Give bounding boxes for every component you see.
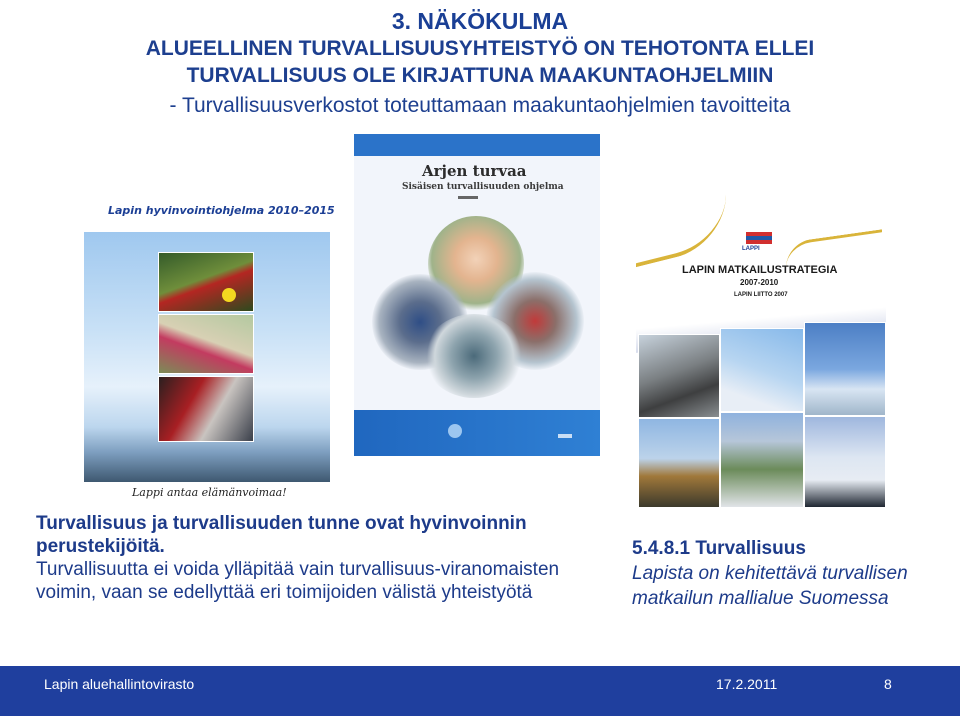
cover-mid-photo-rescue	[424, 314, 524, 398]
cover-left-photo-care	[158, 376, 254, 442]
photo-tile-town	[720, 412, 804, 508]
photo-tile-snowboarder	[720, 328, 804, 412]
cover-mid-bottom-band	[354, 410, 600, 456]
photo-tile-horse	[804, 322, 886, 416]
cover-mid-title: Arjen turvaa	[422, 162, 527, 180]
flower-icon	[222, 288, 236, 302]
cover-mid-small-text	[458, 196, 478, 199]
cover-mid-top-band	[354, 134, 600, 156]
body-left-normal: Turvallisuutta ei voida ylläpitää vain turvallisuus-viranomaisten voimin, vaan se edellyttää eri toimijoiden välistä yhteistyötä	[36, 559, 560, 603]
cover-right-title: LAPIN MATKAILUSTRATEGIA	[682, 264, 838, 276]
cover-left-slogan: Lappi antaa elämänvoimaa!	[132, 486, 287, 499]
body-text-right	[632, 536, 952, 611]
cover-arjen-turvaa	[354, 134, 600, 456]
body-text-left	[36, 512, 596, 604]
lappi-logo-text: LAPPI	[742, 246, 760, 252]
cover-left-photo-family	[158, 252, 254, 312]
cover-right-swoosh-2	[786, 229, 882, 267]
cover-left-photo-children	[158, 314, 254, 374]
cover-right-swoosh	[636, 195, 726, 267]
lappi-logo-icon	[746, 232, 772, 244]
subheadline: - Turvallisuusverkostot toteuttamaan maakuntaohjelmien tavoitteita	[169, 94, 791, 117]
cover-left-title: Lapin hyvinvointiohjelma 2010–2015	[108, 204, 335, 217]
body-right-heading: 5.4.8.1 Turvallisuus	[632, 538, 806, 559]
cover-matkailustrategia	[636, 206, 886, 506]
footer-divider	[0, 664, 960, 666]
slide-title: 3. NÄKÖKULMA	[391, 8, 569, 34]
footer-date: 17.2.2011	[716, 676, 778, 692]
cover-right-org: LAPIN LIITTO 2007	[734, 292, 788, 298]
photo-tile-sami	[638, 418, 720, 508]
body-left-bold: Turvallisuus ja turvallisuuden tunne ovat hyvinvoinnin perustekijöitä.	[36, 513, 527, 557]
headline-line-2: TURVALLISUUS OLE KIRJATTUNA MAAKUNTAOHJELMIIN	[186, 64, 774, 87]
headline-line-1: ALUEELLINEN TURVALLISUUSYHTEISTYÖ ON TEHOTONTA ELLEI	[145, 37, 815, 60]
footer-bar	[0, 664, 960, 716]
photo-tile-fells	[638, 334, 720, 418]
cover-right-years: 2007-2010	[740, 278, 779, 287]
body-right-italic: Lapista on kehitettävä turvallisen matkailun mallialue Suomessa	[632, 563, 908, 609]
cover-mid-year-mark	[558, 434, 572, 438]
cover-hyvinvointiohjelma	[84, 196, 335, 500]
footer-organization: Lapin aluehallintovirasto	[44, 676, 195, 692]
page-number: 8	[884, 676, 892, 692]
photo-tile-snowmobile	[804, 416, 886, 508]
cover-mid-subtitle: Sisäisen turvallisuuden ohjelma	[402, 182, 564, 192]
ministry-logo-icon	[448, 424, 462, 438]
